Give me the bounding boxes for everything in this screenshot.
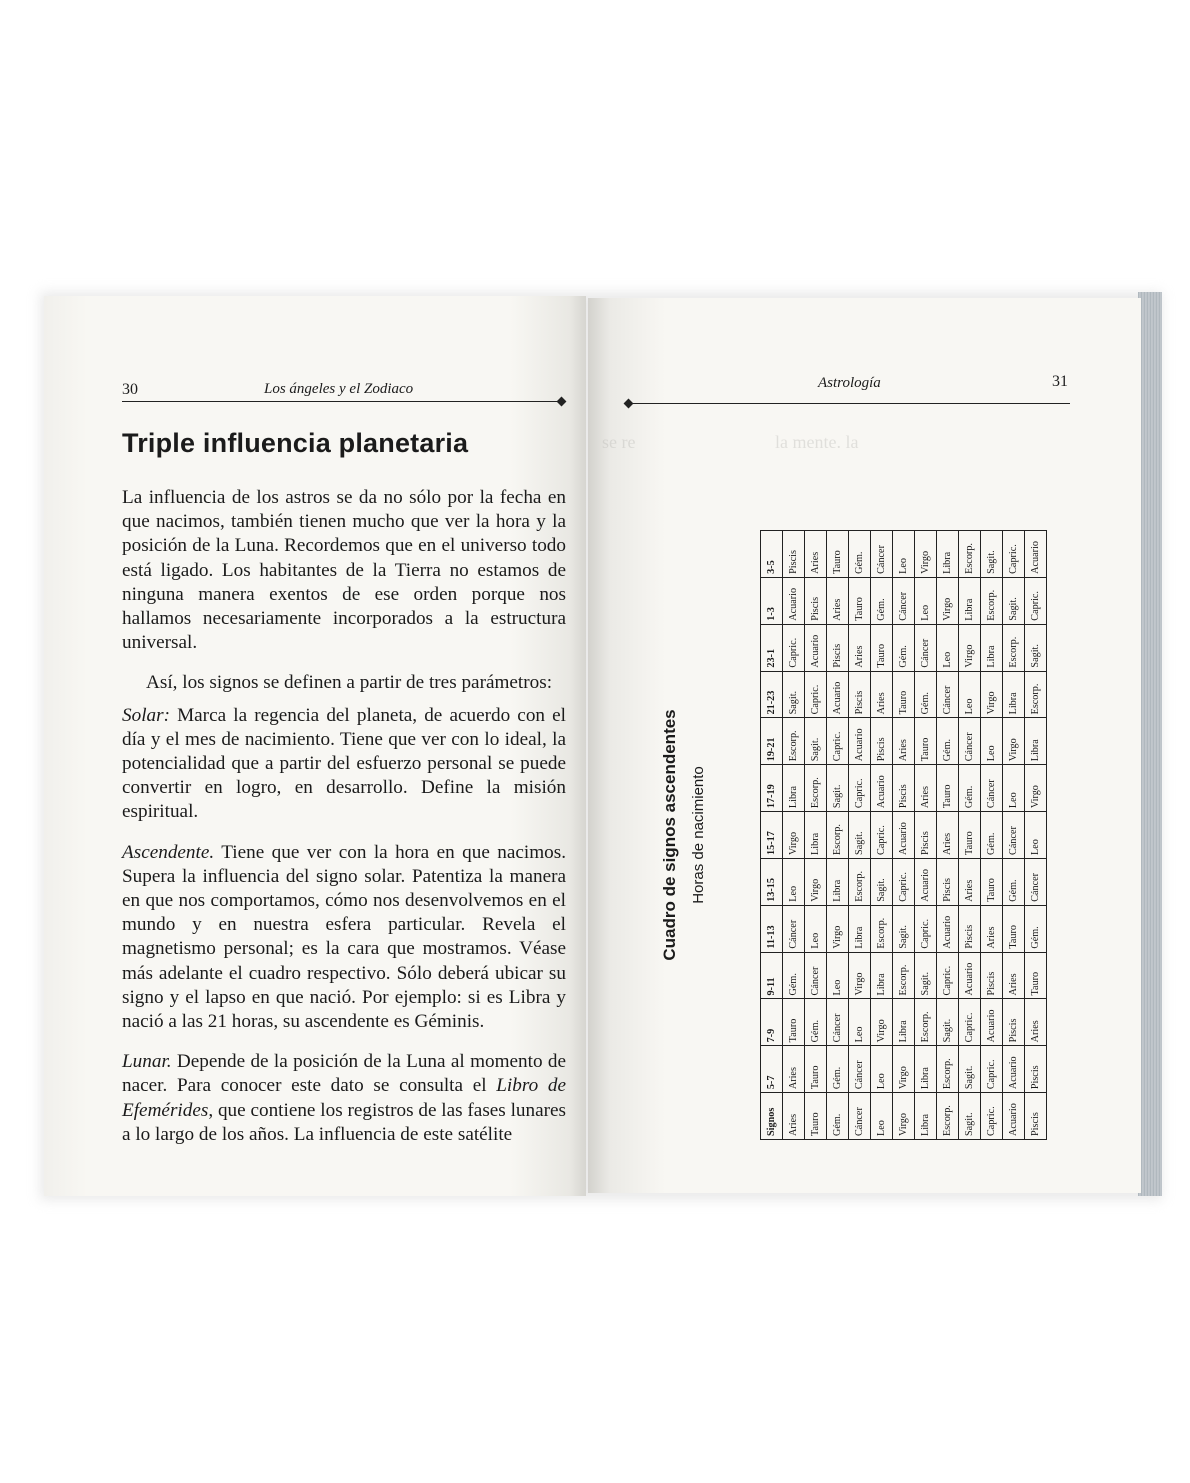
lunar-book-title: Libro de Efemérides: [122, 1075, 566, 1121]
table-header-cell: 13-15: [761, 858, 783, 905]
table-cell: Leo: [805, 905, 827, 952]
table-row: [959, 531, 981, 1140]
table-cell: Leo: [1025, 812, 1047, 859]
table-cell: Acuario: [783, 577, 805, 624]
table-cell: Escorp.: [805, 765, 827, 812]
table-cell: Tauro: [849, 577, 871, 624]
table-cell: Acuario: [849, 718, 871, 765]
table-cell: Libra: [1003, 671, 1025, 718]
left-header: [122, 381, 138, 399]
table-header-cell: 11-13: [761, 905, 783, 952]
left-header-rule: [122, 401, 562, 402]
table-row: [871, 531, 893, 1140]
table-cell: Libra: [959, 577, 981, 624]
table-cell: Leo: [959, 671, 981, 718]
table-cell: Piscis: [783, 531, 805, 578]
table-cell: Piscis: [1003, 999, 1025, 1046]
table-cell: Cáncer: [981, 765, 1003, 812]
table-cell: Cáncer: [1003, 812, 1025, 859]
table-cell: Capric.: [937, 952, 959, 999]
table-cell: Sagit.: [937, 999, 959, 1046]
table-cell: Sagit.: [1003, 577, 1025, 624]
table-header-cell: 15-17: [761, 812, 783, 859]
ascendant-table: [760, 530, 1047, 1140]
table-row: [893, 531, 915, 1140]
table-cell: Sagit.: [915, 952, 937, 999]
table-cell: Acuario: [981, 999, 1003, 1046]
table-cell: Libra: [893, 999, 915, 1046]
table-cell: Piscis: [805, 577, 827, 624]
table-cell: Acuario: [871, 765, 893, 812]
table-cell: Capric.: [827, 718, 849, 765]
table-header-cell: 9-11: [761, 952, 783, 999]
table-cell: Tauro: [937, 765, 959, 812]
table-cell: Escorp.: [981, 577, 1003, 624]
table-cell: Leo: [827, 952, 849, 999]
table-cell: Libra: [981, 624, 1003, 671]
table-cell: Virgo: [893, 1093, 915, 1140]
table-cell: Aries: [937, 812, 959, 859]
table-cell: Escorp.: [871, 905, 893, 952]
table-cell: Aries: [893, 718, 915, 765]
table-row: [827, 531, 849, 1140]
table-cell: Escorp.: [827, 812, 849, 859]
table-row: [981, 531, 1003, 1140]
table-cell: Libra: [937, 531, 959, 578]
table-cell: Capric.: [849, 765, 871, 812]
table-cell: Aries: [959, 858, 981, 905]
table-cell: Cáncer: [893, 577, 915, 624]
table-cell: Aries: [783, 1093, 805, 1140]
table-cell: Sagit.: [959, 1046, 981, 1093]
table-cell: Leo: [849, 999, 871, 1046]
table-cell: Piscis: [1025, 1046, 1047, 1093]
table-cell: Tauro: [805, 1093, 827, 1140]
table-cell: Gém.: [827, 1046, 849, 1093]
table-cell: Virgo: [915, 531, 937, 578]
table-cell: Libra: [915, 1046, 937, 1093]
table-cell: Acuario: [1003, 1093, 1025, 1140]
right-running-title: Astrología: [818, 375, 881, 391]
table-cell: Libra: [827, 858, 849, 905]
table-cell: Escorp.: [915, 999, 937, 1046]
table-cell: Leo: [783, 858, 805, 905]
table-header-cell: 5-7: [761, 1046, 783, 1093]
table-cell: Virgo: [959, 624, 981, 671]
table-header-cell: Signos: [761, 1093, 783, 1140]
table-header-cell: 19-21: [761, 718, 783, 765]
table-cell: Escorp.: [937, 1046, 959, 1093]
table-cell: Piscis: [871, 718, 893, 765]
table-row: [849, 531, 871, 1140]
table-cell: Aries: [915, 765, 937, 812]
table-cell: Sagit.: [1025, 624, 1047, 671]
table-cell: Capric.: [893, 858, 915, 905]
solar-term: Solar:: [122, 704, 170, 726]
table-cell: Cáncer: [871, 531, 893, 578]
table-cell: Tauro: [1003, 905, 1025, 952]
table-header-cell: 1-3: [761, 577, 783, 624]
table-header-cell: 21-23: [761, 671, 783, 718]
table-cell: Piscis: [1025, 1093, 1047, 1140]
table-row: [915, 531, 937, 1140]
table-cell: Aries: [1025, 999, 1047, 1046]
table-cell: Tauro: [915, 718, 937, 765]
table-cell: Gém.: [827, 1093, 849, 1140]
table-cell: Virgo: [871, 999, 893, 1046]
table-cell: Cáncer: [959, 718, 981, 765]
table-cell: Piscis: [893, 765, 915, 812]
table-cell: Tauro: [783, 999, 805, 1046]
ascendente-paragraph: [122, 841, 566, 1035]
table-cell: Gém.: [805, 999, 827, 1046]
table-cell: Piscis: [959, 905, 981, 952]
table-cell: Gém.: [981, 812, 1003, 859]
table-cell: Libra: [805, 812, 827, 859]
table-cell: Escorp.: [937, 1093, 959, 1140]
table-cell: Cáncer: [805, 952, 827, 999]
table-cell: Virgo: [1025, 765, 1047, 812]
table-cell: Acuario: [805, 624, 827, 671]
table-cell: Virgo: [1003, 718, 1025, 765]
bleed-through-text: se re la mente. la: [602, 432, 859, 452]
table-cell: Sagit.: [827, 765, 849, 812]
table-cell: Virgo: [893, 1046, 915, 1093]
table-cell: Leo: [1003, 765, 1025, 812]
ascendant-table-block: [660, 530, 1048, 1140]
table-cell: Escorp.: [1025, 671, 1047, 718]
table-header-cell: 3-5: [761, 531, 783, 578]
table-cell: Sagit.: [783, 671, 805, 718]
table-cell: Acuario: [827, 671, 849, 718]
table-cell: Virgo: [805, 858, 827, 905]
table-cell: Cáncer: [915, 624, 937, 671]
table-cell: Piscis: [849, 671, 871, 718]
lead-paragraph: Así, los signos se definen a partir de tres parámetros:: [146, 672, 553, 694]
table-row: [1003, 531, 1025, 1140]
table-cell: Leo: [981, 718, 1003, 765]
right-header: [1052, 373, 1068, 391]
table-cell: Capric.: [783, 624, 805, 671]
table-cell: Capric.: [805, 671, 827, 718]
table-cell: Cáncer: [827, 999, 849, 1046]
table-cell: Aries: [1003, 952, 1025, 999]
lunar-text-1: Depende de la posición de la Luna al momento de nacer. Para conocer este dato se consulta el: [122, 1051, 566, 1097]
table-subtitle: Horas de nacimiento: [690, 766, 707, 904]
table-cell: Capric.: [1003, 531, 1025, 578]
table-cell: Acuario: [1025, 531, 1047, 578]
table-cell: Tauro: [893, 671, 915, 718]
table-header-row: [761, 531, 783, 1140]
table-cell: Gém.: [937, 718, 959, 765]
table-cell: Aries: [871, 671, 893, 718]
table-cell: Piscis: [937, 858, 959, 905]
table-cell: Virgo: [849, 952, 871, 999]
table-cell: Aries: [849, 624, 871, 671]
table-cell: Gém.: [893, 624, 915, 671]
left-running-title: Los ángeles y el Zodiaco: [264, 381, 414, 397]
table-cell: Tauro: [981, 858, 1003, 905]
table-cell: Virgo: [783, 812, 805, 859]
table-row: [783, 531, 805, 1140]
intro-paragraph: La influencia de los astros se da no sólo por la fecha en que nacimos, también tienen mucho que ver la hora y la posición de la Luna. Recordemos que en el universo todo está ligado. Los habitantes de la Tierra no estamos de ninguna manera exentos de ese orden porque nos hallamos necesariamente incorporados a la estructura universal.: [122, 487, 566, 654]
table-cell: Gém.: [1025, 905, 1047, 952]
table-cell: Leo: [871, 1046, 893, 1093]
table-cell: Virgo: [827, 905, 849, 952]
left-body: [122, 486, 566, 1163]
table-cell: Capric.: [959, 999, 981, 1046]
table-cell: Libra: [871, 952, 893, 999]
table-cell: Sagit.: [871, 858, 893, 905]
table-cell: Cáncer: [1025, 858, 1047, 905]
table-cell: Libra: [783, 765, 805, 812]
table-cell: Gém.: [915, 671, 937, 718]
table-header-cell: 7-9: [761, 999, 783, 1046]
table-cell: Sagit.: [805, 718, 827, 765]
table-cell: Libra: [1025, 718, 1047, 765]
table-cell: Virgo: [981, 671, 1003, 718]
table-cell: Capric.: [915, 905, 937, 952]
table-cell: Acuario: [937, 905, 959, 952]
table-cell: Capric.: [1025, 577, 1047, 624]
page-title: Triple influencia planetaria: [122, 428, 469, 458]
table-cell: Aries: [805, 531, 827, 578]
table-cell: Gém.: [1003, 858, 1025, 905]
table-cell: Libra: [849, 905, 871, 952]
table-header-cell: 23-1: [761, 624, 783, 671]
table-cell: Libra: [915, 1093, 937, 1140]
table-cell: Sagit.: [959, 1093, 981, 1140]
table-cell: Aries: [827, 577, 849, 624]
table-row: [937, 531, 959, 1140]
table-cell: Sagit.: [893, 905, 915, 952]
table-cell: Tauro: [1025, 952, 1047, 999]
table-cell: Tauro: [959, 812, 981, 859]
table-row: [805, 531, 827, 1140]
table-cell: Aries: [981, 905, 1003, 952]
table-cell: Leo: [893, 531, 915, 578]
table-cell: Leo: [915, 577, 937, 624]
table-cell: Sagit.: [981, 531, 1003, 578]
left-page-number: 30: [122, 381, 138, 398]
right-header-rule: [630, 403, 1070, 404]
table-cell: Capric.: [871, 812, 893, 859]
table-title: Cuadro de signos ascendentes: [660, 709, 679, 961]
lunar-term: Lunar.: [122, 1051, 172, 1073]
table-cell: Piscis: [827, 624, 849, 671]
table-cell: Gém.: [959, 765, 981, 812]
table-cell: Tauro: [827, 531, 849, 578]
table-cell: Cáncer: [937, 671, 959, 718]
table-cell: Gém.: [783, 952, 805, 999]
table-cell: Acuario: [1003, 1046, 1025, 1093]
table-cell: Tauro: [871, 624, 893, 671]
table-cell: Sagit.: [849, 812, 871, 859]
table-cell: Gém.: [871, 577, 893, 624]
table-cell: Escorp.: [1003, 624, 1025, 671]
table-cell: Escorp.: [959, 531, 981, 578]
table-cell: Cáncer: [849, 1046, 871, 1093]
lunar-paragraph: [122, 1050, 566, 1147]
solar-paragraph: [122, 704, 566, 825]
table-cell: Capric.: [981, 1046, 1003, 1093]
table-header-cell: 17-19: [761, 765, 783, 812]
table-cell: Acuario: [959, 952, 981, 999]
table-cell: Acuario: [915, 858, 937, 905]
table-cell: Escorp.: [849, 858, 871, 905]
table-row: [1025, 531, 1047, 1140]
solar-text: Marca la regencia del planeta, de acuerdo con el día y el mes de nacimiento. Tiene que ver con lo ideal, la potencialidad que a partir del esfuerzo personal se puede convertir en logro, en desarrollo. Define la misión espiritual.: [122, 704, 566, 823]
table-cell: Leo: [937, 624, 959, 671]
lunar-text-2: , que contiene los registros de las fases lunares a lo largo de los años. La influencia de este satélite: [122, 1099, 566, 1145]
table-cell: Capric.: [981, 1093, 1003, 1140]
ascendente-text: Tiene que ver con la hora en que nacimos. Supera la influencia del signo solar. Patentiza la manera en que nos comportamos, cómo nos desenvolvemos en el mundo y en nuestra esfera particular. Revela el magnetismo personal; es la cara que mostramos. Véase más adelante el cuadro respectivo. Sólo deberá ubicar su signo y el lapso en que nació. Por ejemplo: si es Libra y nació a las 21 horas, su ascendente es Géminis.: [122, 841, 566, 1033]
table-cell: Escorp.: [783, 718, 805, 765]
table-cell: Acuario: [893, 812, 915, 859]
table-cell: Cáncer: [783, 905, 805, 952]
table-cell: Gém.: [849, 531, 871, 578]
ascendente-term: Ascendente.: [122, 841, 215, 863]
page-edges: [1138, 292, 1162, 1196]
table-cell: Escorp.: [893, 952, 915, 999]
table-cell: Leo: [871, 1093, 893, 1140]
right-page-number: 31: [1052, 373, 1068, 390]
table-cell: Virgo: [937, 577, 959, 624]
table-cell: Cáncer: [849, 1093, 871, 1140]
table-cell: Aries: [783, 1046, 805, 1093]
table-cell: Piscis: [981, 952, 1003, 999]
table-cell: Tauro: [805, 1046, 827, 1093]
table-cell: Piscis: [915, 812, 937, 859]
